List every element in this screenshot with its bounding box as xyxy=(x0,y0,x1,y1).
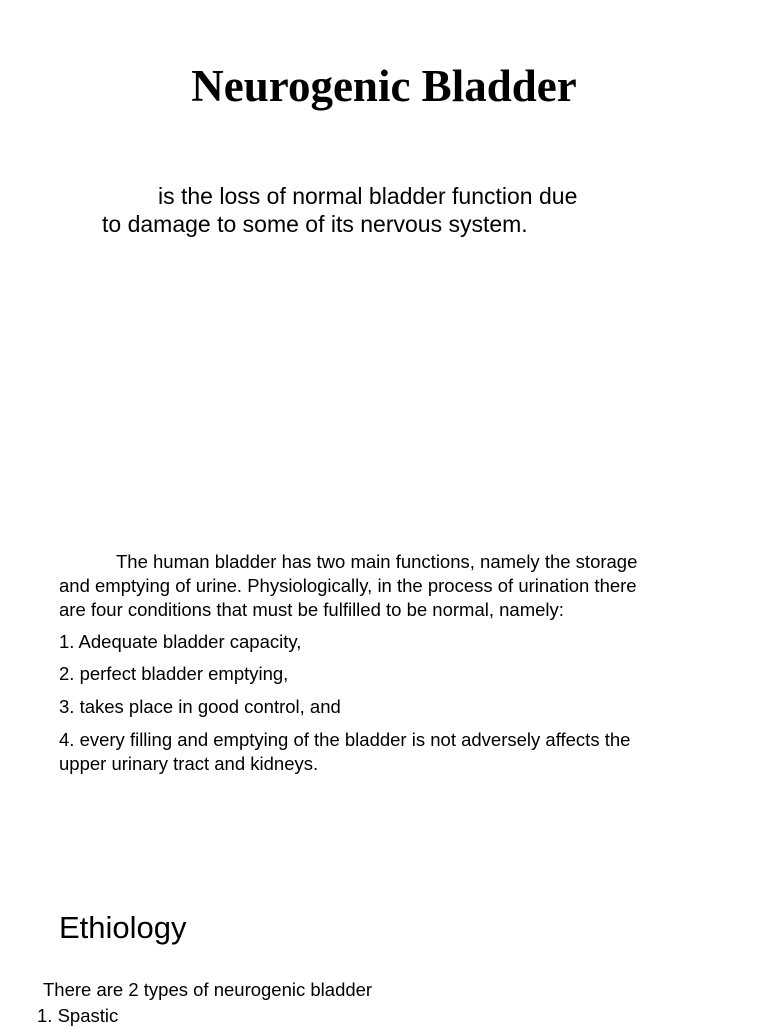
functions-intro-line-3: are four conditions that must be fulfilled to be normal, namely: xyxy=(59,599,564,620)
condition-item-2: 2. perfect bladder emptying, xyxy=(59,663,289,684)
condition-item-3: 3. takes place in good control, and xyxy=(59,696,341,717)
types-intro: There are 2 types of neurogenic bladder xyxy=(43,979,373,1000)
ethiology-heading: Ethiology xyxy=(59,910,187,945)
page-title: Neurogenic Bladder xyxy=(191,61,577,111)
type-item-1: 1. Spastic xyxy=(37,1005,119,1026)
functions-intro-line-1: The human bladder has two main functions, namely the storage xyxy=(116,551,638,572)
definition-line-1: is the loss of normal bladder function due xyxy=(158,183,578,209)
condition-item-1: 1. Adequate bladder capacity, xyxy=(59,631,302,652)
functions-intro-line-2: and emptying of urine. Physiologically, in the process of urination there xyxy=(59,575,637,596)
definition-line-2: to damage to some of its nervous system. xyxy=(102,211,528,237)
condition-item-4-continuation: upper urinary tract and kidneys. xyxy=(59,753,319,774)
condition-item-4: 4. every filling and emptying of the bladder is not adversely affects the xyxy=(59,729,631,750)
